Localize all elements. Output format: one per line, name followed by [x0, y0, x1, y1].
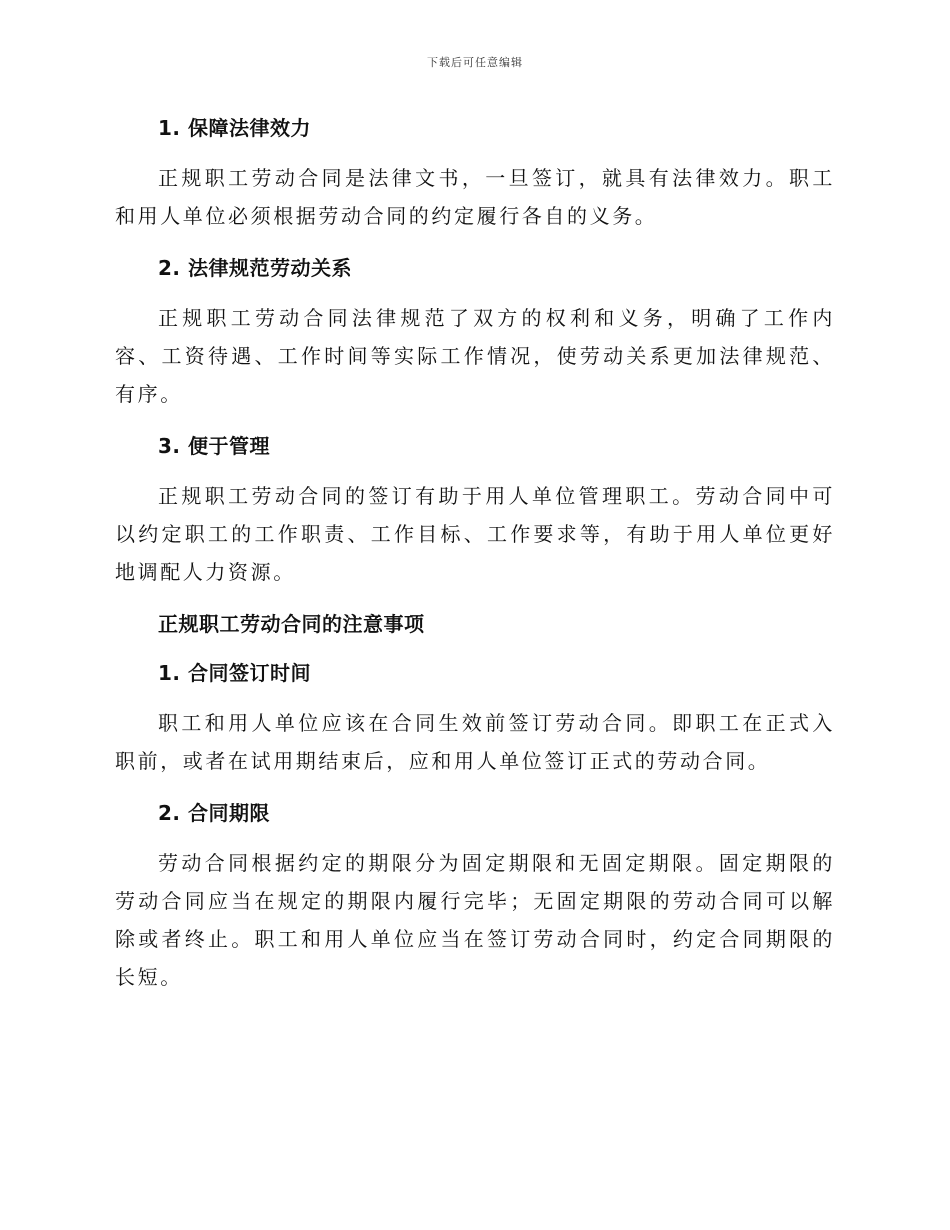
section-paragraph-management: 正规职工劳动合同的签订有助于用人单位管理职工。劳动合同中可以约定职工的工作职责、工作目标、工作要求等，有助于用人单位更好地调配人力资源。 [115, 484, 835, 584]
document-body [115, 112, 835, 996]
section-heading-precautions: 正规职工劳动合同的注意事项 [158, 612, 425, 636]
section-paragraph-signing-time: 职工和用人单位应该在合同生效前签订劳动合同。即职工在正式入职前，或者在试用期结束后，应和用人单位签订正式的劳动合同。 [115, 711, 835, 773]
section-heading-legal-effect: 1. 保障法律效力 [158, 116, 311, 140]
page-header-note: 下载后可任意编辑 [427, 56, 523, 69]
section-paragraph-legal-effect: 正规职工劳动合同是法律文书，一旦签订，就具有法律效力。职工和用人单位必须根据劳动合同的约定履行各自的义务。 [115, 166, 835, 228]
section-heading-contract-term: 2. 合同期限 [158, 801, 270, 825]
section-heading-signing-time: 1. 合同签订时间 [158, 661, 311, 685]
section-heading-management: 3. 便于管理 [158, 434, 270, 458]
section-heading-legal-relations: 2. 法律规范劳动关系 [158, 256, 352, 280]
section-paragraph-contract-term: 劳动合同根据约定的期限分为固定期限和无固定期限。固定期限的劳动合同应当在规定的期限内履行完毕；无固定期限的劳动合同可以解除或者终止。职工和用人单位应当在签订劳动合同时，约定合同期限的长短。 [115, 851, 835, 989]
section-paragraph-legal-relations: 正规职工劳动合同法律规范了双方的权利和义务，明确了工作内容、工资待遇、工作时间等实际工作情况，使劳动关系更加法律规范、有序。 [115, 306, 835, 406]
